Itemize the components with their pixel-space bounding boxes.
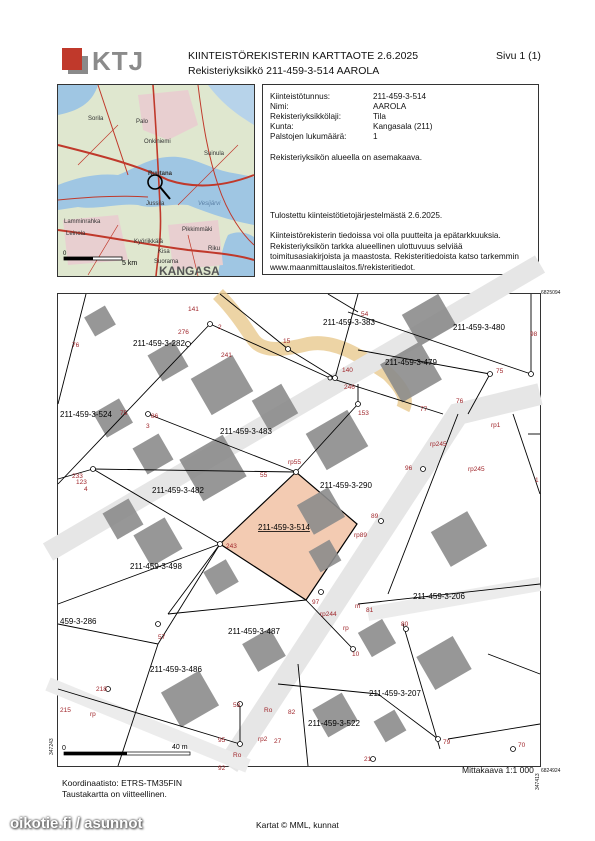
point-label: Ro — [233, 752, 242, 759]
info-key: Kunta: — [270, 122, 294, 131]
info-value: 1 — [373, 132, 378, 141]
parcel-label: 211-459-3-524 — [60, 410, 112, 419]
overview-map-svg — [58, 85, 254, 276]
point-label: rp — [90, 711, 96, 718]
print-date-note: Tulostettu kiinteistötietojärjestelmästä 2.6.2025. — [270, 211, 443, 220]
info-value: Kangasala (211) — [373, 122, 433, 131]
parcel-label: 211-459-3-487 — [228, 627, 280, 636]
point-label: m — [355, 603, 361, 610]
point-label: 15 — [283, 338, 291, 345]
parcel-label: 211-459-3-207 — [369, 689, 421, 698]
point-label: 79 — [443, 739, 451, 746]
point-label: rp — [343, 625, 349, 632]
point-label: 218 — [96, 686, 107, 693]
overview-place: Vesijärvi — [198, 201, 221, 207]
coord-top-right: 6825094 — [541, 290, 561, 296]
overview-place: Leinola — [66, 231, 86, 237]
info-key: Nimi: — [270, 102, 289, 111]
scale-ratio: Mittakaava 1:1 000 — [462, 765, 534, 775]
coord-left-bottom: 347243 — [49, 738, 55, 755]
point-label: 1 — [535, 477, 539, 484]
point-label: 233 — [72, 473, 83, 480]
overview-scale-zero: 0 — [63, 251, 67, 257]
point-label: 98 — [530, 331, 538, 338]
point-label: 10 — [352, 651, 360, 658]
overview-place: Lamminrahka — [64, 219, 101, 225]
point-label: 70 — [518, 742, 526, 749]
point-label: 76 — [72, 342, 80, 349]
point-label: rp89 — [354, 532, 368, 539]
point-label: 92 — [218, 765, 226, 772]
info-key: Kiinteistötunnus: — [270, 92, 331, 101]
point-label: 141 — [188, 306, 199, 313]
overview-place: Onkiniemi — [144, 139, 171, 145]
parcel-label: 211-459-3-206 — [413, 592, 465, 601]
parcel-label: 459-3-286 — [60, 617, 97, 626]
document-title: KIINTEISTÖREKISTERIN KARTTAOTE 2.6.2025 — [188, 50, 419, 62]
point-label: 4 — [84, 486, 88, 493]
point-label: 75 — [496, 368, 504, 375]
parcel-label: 211-459-3-498 — [130, 562, 182, 571]
overview-place: Kisa — [158, 249, 170, 255]
map-credit: Kartat © MML, kunnat — [256, 820, 339, 830]
map-scale-label: 40 m — [172, 744, 188, 751]
map-scale-zero: 0 — [62, 745, 66, 752]
point-label: 246 — [344, 384, 355, 391]
parcel-label: 211-459-3-483 — [220, 427, 272, 436]
info-value: 211-459-3-514 — [373, 92, 427, 101]
point-label: 55 — [260, 472, 268, 479]
point-label: 95 — [218, 737, 226, 744]
parcel-label: 211-459-3-486 — [150, 665, 202, 674]
point-label: rp1 — [491, 422, 501, 429]
point-label: 21 — [364, 756, 372, 763]
overview-place: Suinula — [204, 151, 225, 157]
point-label: 96 — [405, 465, 413, 472]
watermark: oikotie.fi / asunnot — [10, 815, 143, 832]
disclaimer-note: Kiinteistörekisterin tiedoissa voi olla puutteita ja epätarkkuuksia. Rekisteriyksikön tarkka alueellinen ulottuvuus selviää toimitusasiakirjoista ja maastosta. Rekisteritiedoista katso tarkemmin www.maanmittauslaitos.fi/rekisteritiedot. — [270, 231, 519, 272]
overview-municipality: KANGASA — [159, 264, 220, 278]
parcel-label: 211-459-3-522 — [308, 719, 360, 728]
overview-place: Pikkimmäki — [182, 227, 213, 233]
target-parcel-label: 211-459-3-514 — [258, 523, 310, 532]
overview-place: Ruutana — [148, 171, 172, 177]
parcel-label: 211-459-3-480 — [453, 323, 505, 332]
parcel-label: 211-459-3-290 — [320, 481, 372, 490]
info-key: Palstojen lukumäärä: — [270, 132, 347, 141]
point-label: 241 — [221, 352, 232, 359]
point-label: 123 — [76, 479, 87, 486]
parcel-label: 211-459-3-282 — [133, 339, 185, 348]
point-label: 80 — [401, 621, 409, 628]
point-label: rp244 — [320, 611, 337, 618]
point-label: 243 — [226, 543, 237, 550]
point-label: 76 — [456, 398, 464, 405]
point-label: 27 — [274, 738, 282, 745]
parcel-label: 211-459-3-482 — [152, 486, 204, 495]
point-label: rp245 — [430, 441, 447, 448]
overview-place: Palo — [136, 119, 149, 125]
info-value: AAROLA — [373, 102, 407, 111]
point-label: 86 — [151, 413, 159, 420]
property-info-panel — [262, 84, 539, 275]
point-label: 3 — [146, 423, 150, 430]
parcel-label: 211-459-3-479 — [385, 358, 437, 367]
point-label: 81 — [366, 607, 374, 614]
point-label: 53 — [233, 702, 241, 709]
point-label: 97 — [312, 599, 320, 606]
point-label: 54 — [361, 311, 369, 318]
logo-text: KTJ — [92, 46, 145, 76]
overview-place: Kyöriikkälä — [134, 239, 164, 245]
coord-bottom-right: 6824924 — [541, 768, 561, 774]
point-label: rp245 — [468, 466, 485, 473]
background-note: Taustakartta on viitteellinen. — [62, 789, 167, 799]
overview-place: Jussila — [146, 201, 165, 207]
logo-mark — [62, 48, 82, 70]
coord-right-bottom: 347413 — [535, 773, 541, 790]
point-label: 153 — [358, 410, 369, 417]
overview-place: Riku — [208, 246, 221, 252]
zoning-note: Rekisteriyksikön alueella on asemakaava. — [270, 153, 423, 162]
overview-map — [57, 84, 255, 277]
coordinate-system: Koordinaatisto: ETRS-TM35FIN — [62, 778, 182, 788]
document-subtitle: Rekisteriyksikkö 211-459-3-514 AAROLA — [188, 65, 380, 77]
page-number: Sivu 1 (1) — [496, 50, 541, 62]
point-label: 77 — [420, 406, 428, 413]
overview-place: Suorama — [154, 259, 179, 265]
point-label: 2 — [218, 324, 222, 331]
point-label: 57 — [158, 634, 166, 641]
point-label: rp2 — [258, 736, 268, 743]
point-label: 140 — [342, 367, 353, 374]
point-label: 215 — [60, 707, 71, 714]
point-label: 82 — [288, 709, 296, 716]
point-label: 89 — [371, 513, 379, 520]
point-label: 276 — [178, 329, 189, 336]
parcel-label: 211-459-3-383 — [323, 318, 375, 327]
info-value: Tila — [373, 112, 386, 121]
point-label: rp55 — [288, 459, 302, 466]
overview-place: Sorila — [88, 116, 104, 122]
point-label: 75 — [120, 410, 128, 417]
overview-scale-label: 5 km — [122, 260, 138, 267]
point-label: Ro — [264, 707, 273, 714]
info-key: Rekisteriyksikkölaji: — [270, 112, 341, 121]
